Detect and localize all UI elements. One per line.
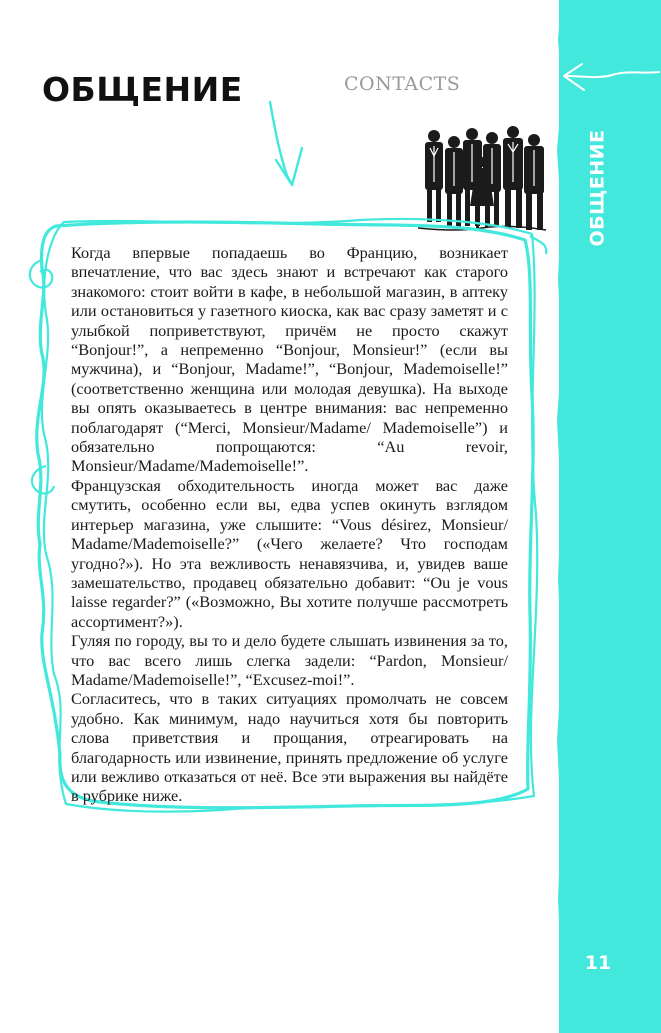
side-tab-rough-edge — [553, 0, 567, 1033]
side-tab-title — [573, 118, 623, 258]
paragraph: Французская обходительность иногда может вас даже смутить, особенно если вы, едва успев окинуть взглядом интерьер магазина, уже слышите: “Vous désirez, Monsieur/ Madame/Mademoiselle?” («Чего желаете? Что господам угодно?»). Но эта вежливость ненавязчива, и, увидев ваше замешательство, продавец обязательно добавит: “Ou je vous laisse regarder?” («Возможно, Вы хотите получше рассмотреть ассортимент?»). — [71, 475, 508, 631]
page-subtitle: CONTACTS — [344, 73, 461, 95]
side-tab-label: ОБЩЕНИЕ — [587, 129, 609, 247]
paragraph: Гуляя по городу, вы то и дело будете слышать извинения за то, что вас всего лишь слегка задели: “Pardon, Monsieur/ Madame/Mademoiselle!”, “Excusez-moi!”. — [71, 631, 508, 689]
page-number: 11 — [584, 952, 612, 974]
article-body — [71, 243, 508, 806]
paragraph: Когда впервые попадаешь во Францию, возникает впечатление, что вас здесь знают и встречают как старого знакомого: стоит войти в кафе, в небольшой магазин, в аптеку или остановиться у газетного киоска, как вас сразу заметят и с улыбкой поприветствуют, причём не просто скажут “Bonjour!”, а непременно “Bonjour, Monsieur!” (если вы мужчина), и “Bonjour, Madame!”, “Bonjour, Mademoiselle!” (соответственно женщина или молодая девушка). На выходе вы опять оказываетесь в центре внимания: вас непременно поблагодарят (“Merci, Monsieur/Madame/ Mademoiselle”) и обязательно попрощаются: “Au revoir, Monsieur/Madame/Mademoiselle!”. — [71, 243, 508, 476]
arrow-left-icon — [556, 52, 661, 102]
paragraph: Согласитесь, что в таких ситуациях промолчать не совсем удобно. Как минимум, надо научиться хотя бы повторить слова приветствия и прощания, отреагировать на благодарность или извинение, принять предложение об услуге или вежливо отказаться от неё. Все эти выражения вы найдёте в рубрике ниже. — [71, 689, 508, 806]
page-title: ОБЩЕНИЕ — [42, 70, 243, 109]
arrow-down-icon — [262, 98, 312, 190]
